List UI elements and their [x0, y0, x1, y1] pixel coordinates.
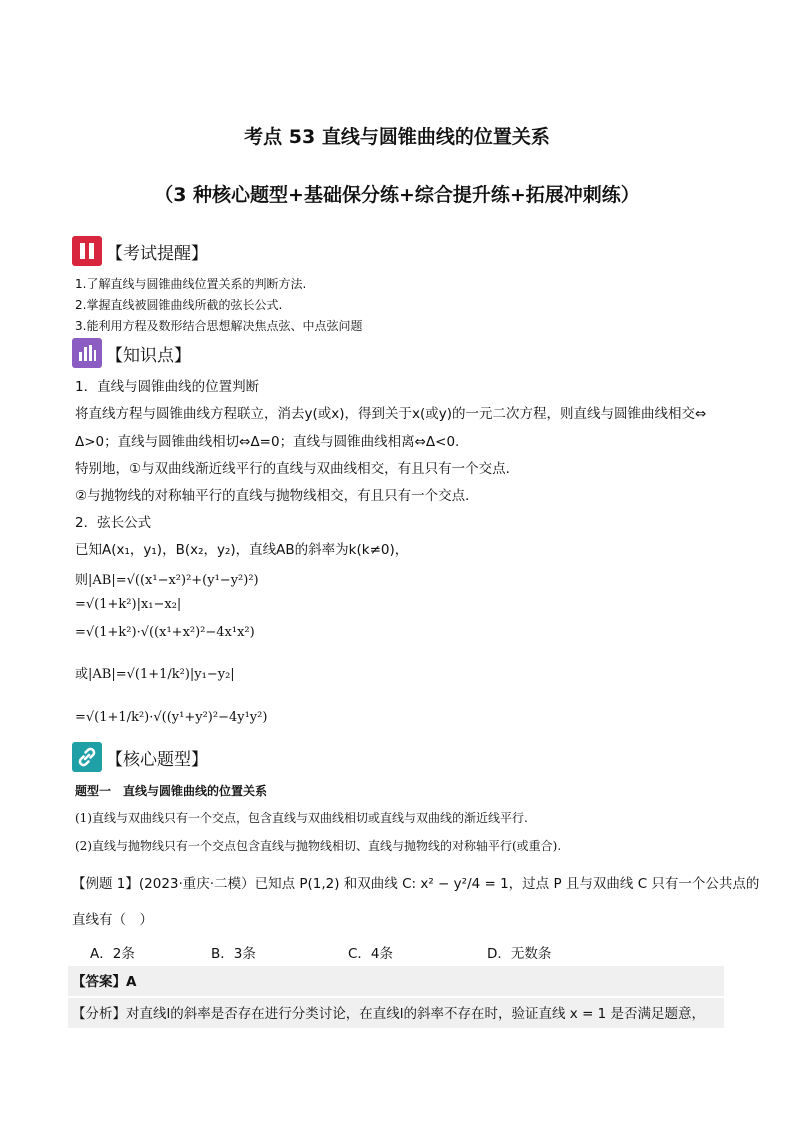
- document-title: 考点 53 直线与圆锥曲线的位置关系: [244, 126, 550, 148]
- chord-formula-4: 或|AB|=√(1+1/k²)|y₁−y₂|: [75, 667, 235, 682]
- option-c: C．4条: [348, 946, 394, 962]
- knowledge-point-1-title: 1．直线与圆锥曲线的位置判断: [75, 379, 260, 395]
- example-1-answer: 【答案】A: [72, 974, 137, 990]
- chord-formula-5: =√(1+1/k²)·√((y¹+y²)²−4y¹y²): [75, 710, 268, 725]
- exam-tip-item-2: 2.掌握直线被圆锥曲线所截的弦长公式.: [75, 298, 283, 312]
- core-types-section-header: [72, 740, 208, 774]
- option-a: A．2条: [90, 946, 135, 962]
- question-type-1-title: 题型一 直线与圆锥曲线的位置关系: [75, 784, 268, 798]
- exam-tip-item-1: 1.了解直线与圆锥曲线位置关系的判断方法.: [75, 277, 307, 291]
- option-b: B．3条: [211, 946, 256, 962]
- chord-formula-3: =√(1+k²)·√((x¹+x²)²−4x¹x²): [75, 625, 255, 640]
- exam-tips-section-header: [72, 234, 208, 268]
- example-1-stem-cont: 直线有（ ）: [72, 912, 153, 928]
- answer-band: [68, 966, 724, 996]
- exam-tip-item-3: 3.能利用方程及数形结合思想解决焦点弦、中点弦问题: [75, 319, 363, 333]
- knowledge-point-2-title: 2．弦长公式: [75, 515, 152, 531]
- exam-tips-heading: 【考试提醒】: [106, 243, 208, 264]
- example-1-stem: 【例题 1】(2023·重庆·二模）已知点 P(1,2) 和双曲线 C: x² − y²/4 = 1，过点 P 且与双曲线 C 只有一个公共点的: [72, 876, 760, 892]
- knowledge-heading: 【知识点】: [106, 345, 191, 366]
- option-d: D．无数条: [487, 946, 552, 962]
- knowledge-point-1-line-2: Δ>0；直线与圆锥曲线相切⇔Δ=0；直线与圆锥曲线相离⇔Δ<0.: [75, 434, 460, 450]
- example-1-analysis: 【分析】对直线l的斜率是否存在进行分类讨论，在直线l的斜率不存在时，验证直线 x = 1 是否满足题意，: [72, 1006, 706, 1022]
- document-subtitle: （3 种核心题型+基础保分练+综合提升练+拓展冲刺练）: [154, 184, 640, 206]
- pause-bars-icon: [72, 236, 102, 266]
- knowledge-point-1-line-4: ②与抛物线的对称轴平行的直线与抛物线相交，有且只有一个交点．: [75, 488, 479, 504]
- bar-chart-icon: [72, 338, 102, 368]
- chord-formula-1: 则|AB|=√((x¹−x²)²+(y¹−y²)²): [75, 573, 259, 588]
- knowledge-section-header: [72, 336, 191, 370]
- knowledge-point-2-line-1: 已知A(x₁，y₁)，B(x₂，y₂)，直线AB的斜率为k(k≠0)，: [75, 542, 409, 558]
- knowledge-point-1-line-3: 特别地，①与双曲线渐近线平行的直线与双曲线相交，有且只有一个交点．: [75, 461, 520, 477]
- core-types-heading: 【核心题型】: [106, 749, 208, 770]
- question-type-1-note-2: (2)直线与抛物线只有一个交点包含直线与抛物线相切、直线与抛物线的对称轴平行(或重合).: [75, 839, 562, 853]
- link-icon: [72, 742, 102, 772]
- knowledge-point-1-line-1: 将直线方程与圆锥曲线方程联立，消去y(或x)，得到关于x(或y)的一元二次方程，则直线与圆锥曲线相交⇔: [75, 406, 707, 422]
- chord-formula-2: =√(1+k²)|x₁−x₂|: [75, 597, 182, 612]
- question-type-1-note-1: (1)直线与双曲线只有一个交点，包含直线与双曲线相切或直线与双曲线的渐近线平行.: [75, 811, 528, 825]
